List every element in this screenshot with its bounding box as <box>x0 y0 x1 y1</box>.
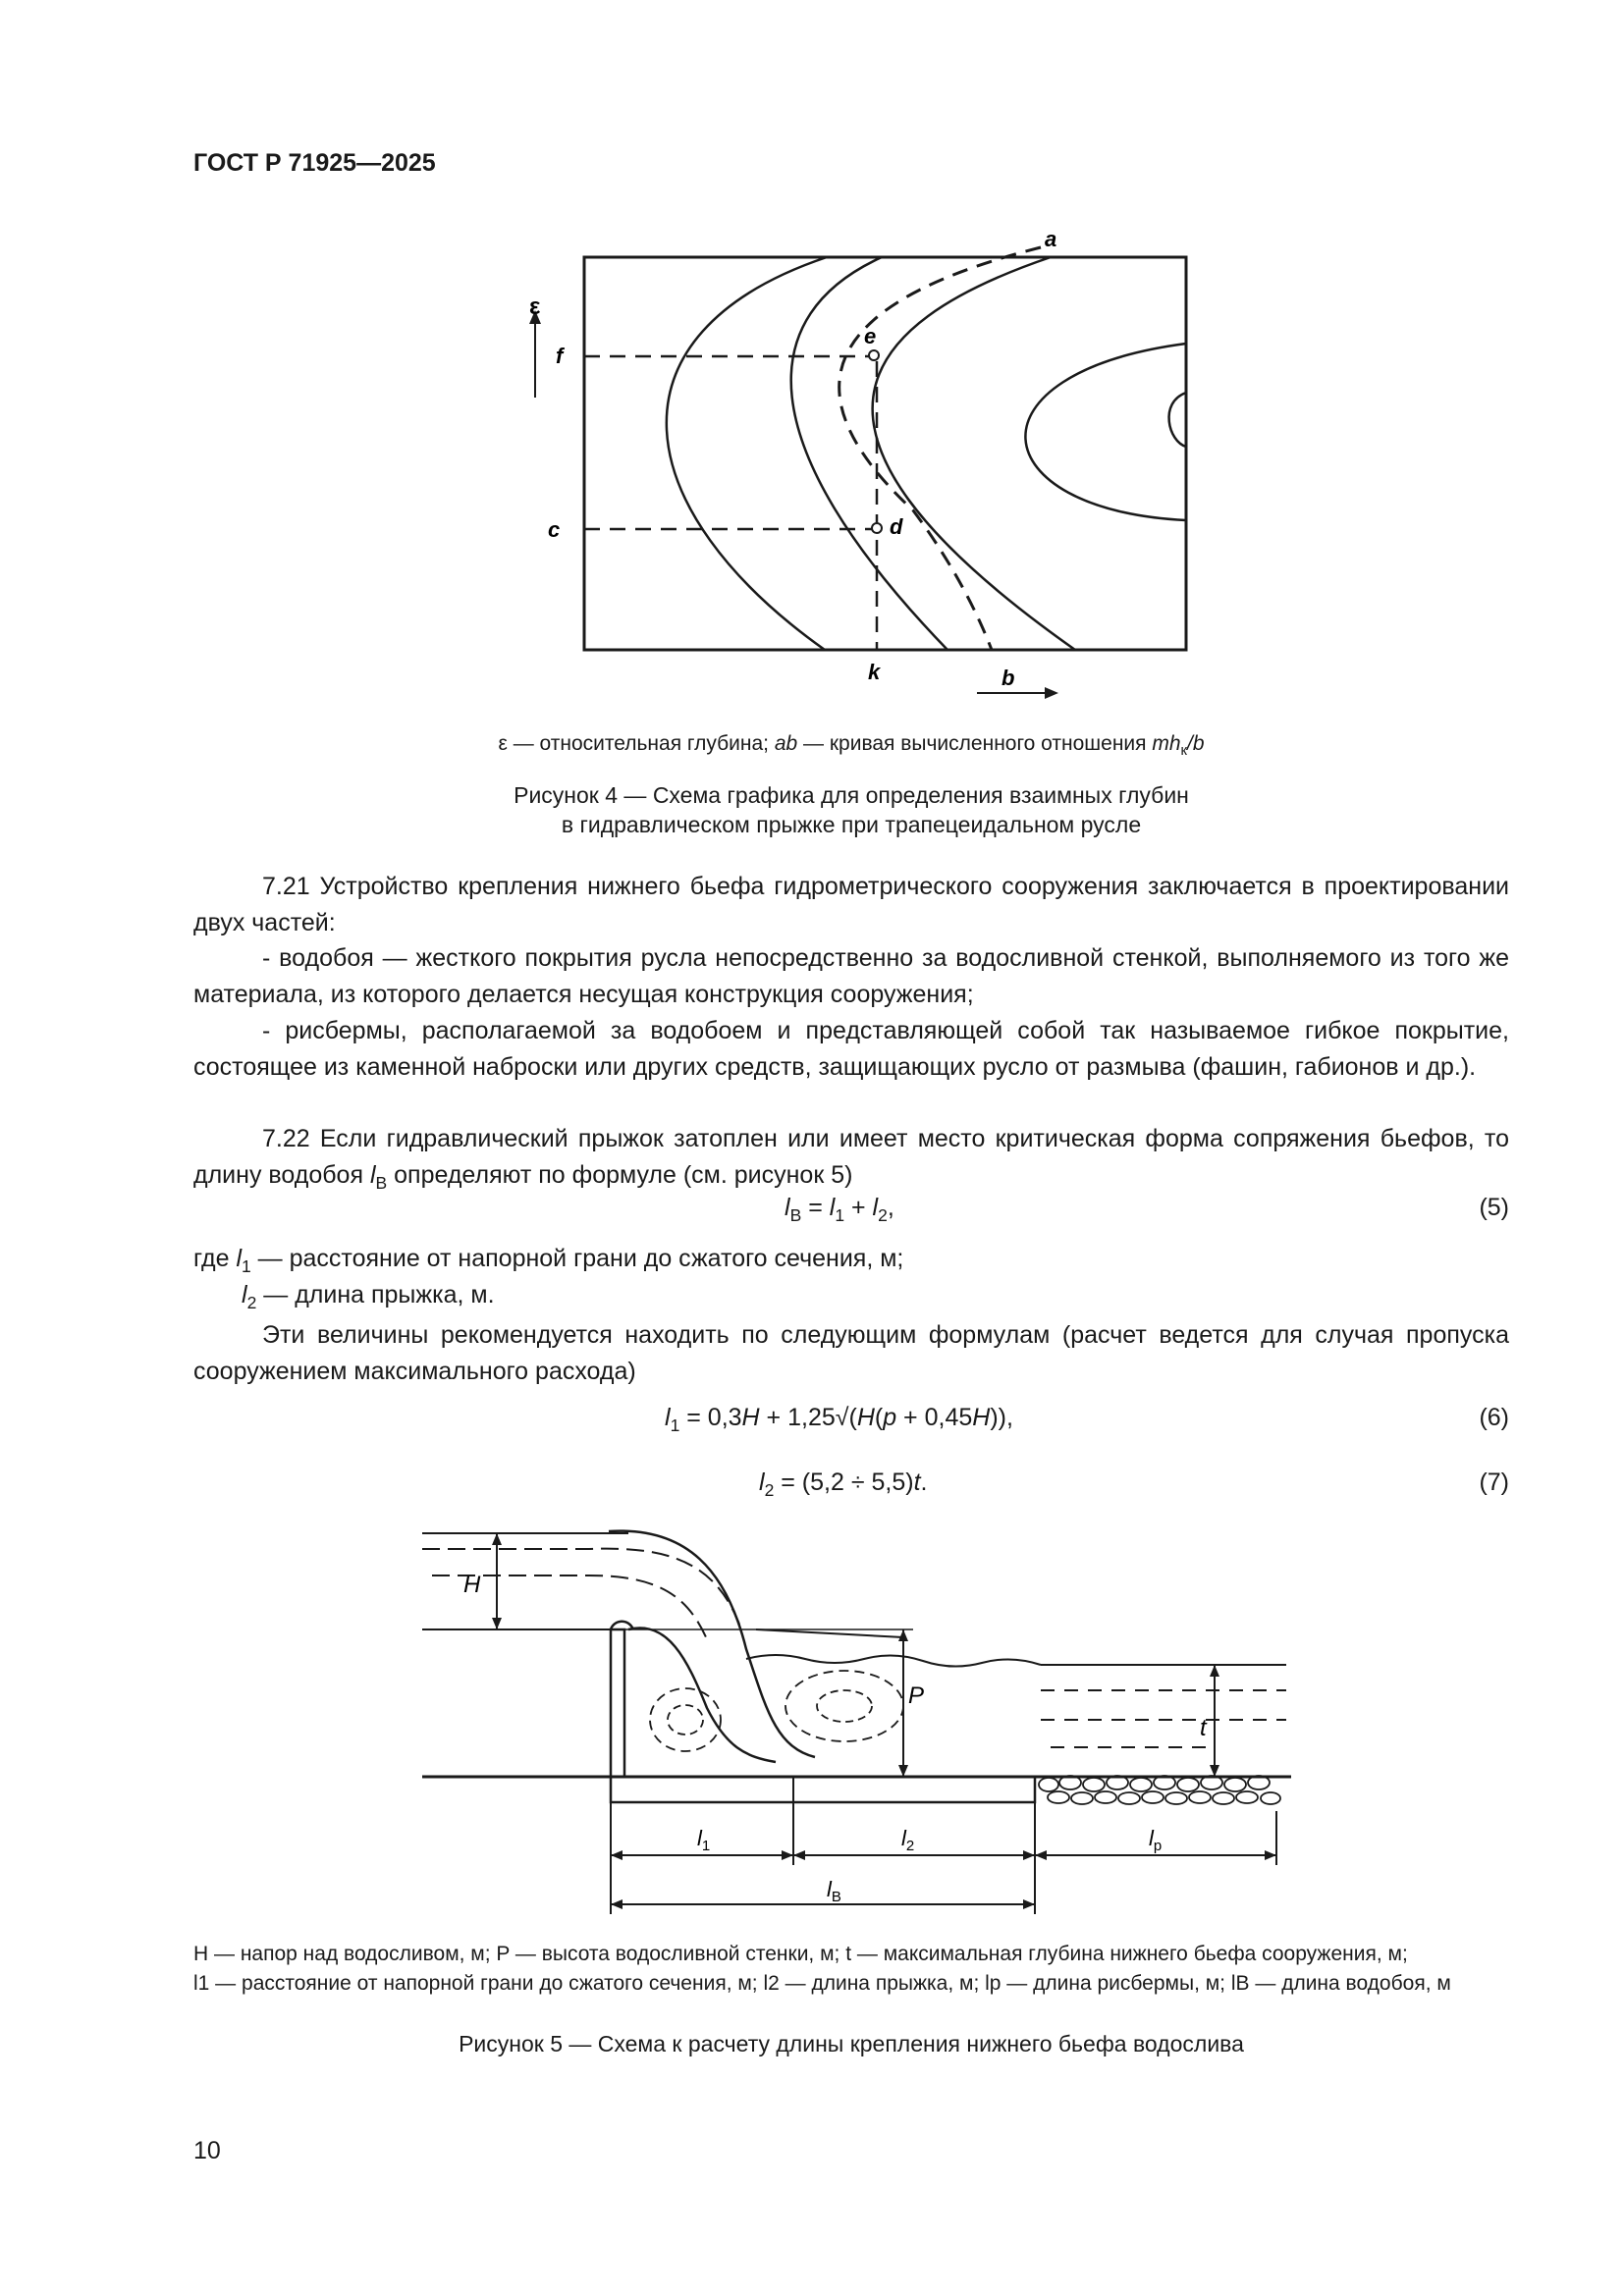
where-l2: $l_2$ — длина прыжка, м. <box>242 1281 495 1312</box>
label-P: P <box>908 1682 925 1709</box>
apron <box>611 1777 1035 1802</box>
bullet-risberma: - рисбермы, располагаемой за водобоем и представляющей собой так называемое гибкое покрытие, состоящее из каменной наброски или других средств, защищающих русло от размыва (фашин, габионов и др.). <box>193 1017 1509 1081</box>
nappe-lower <box>628 1628 776 1762</box>
label-f: f <box>556 344 564 368</box>
curve-5 <box>1169 393 1186 447</box>
paragraph-7-22: 7.22 Если гидравлический прыжок затоплен или имеет место критическая форма сопряжения бьефов, то длину водобоя $l_В$ определяют по формуле (см. рисунок 5) <box>193 1125 1509 1193</box>
curve-1 <box>667 257 827 650</box>
document-header: ГОСТ Р 71925—2025 <box>193 149 436 177</box>
weir-wall <box>611 1629 624 1777</box>
figure-5-legend-line-2: l1 — расстояние от напорной грани до сжатого сечения, м; l2 — длина прыжка, м; lр — длина рисбермы, м; lВ — длина водобоя, м <box>193 1972 1451 1995</box>
curve-3 <box>873 257 1075 650</box>
label-b: b <box>1001 666 1015 690</box>
vortex-2 <box>785 1671 903 1741</box>
page-number: 10 <box>193 2137 221 2164</box>
where-l1: где $l_1$ — расстояние от напорной грани до сжатого сечения, м; <box>193 1245 904 1276</box>
label-c: c <box>548 517 561 542</box>
figure-4-caption-line-2: в гидравлическом прыжке при трапецеидальном русле <box>561 812 1142 837</box>
label-lp: $l_р$ <box>1149 1826 1163 1854</box>
label-k: k <box>868 660 881 684</box>
figure-5-diagram <box>412 1512 1296 1924</box>
label-H: H <box>463 1572 481 1598</box>
figure-5-caption: Рисунок 5 — Схема к расчету длины крепления нижнего бьефа водослива <box>459 2031 1244 2056</box>
curve-4 <box>1025 344 1186 520</box>
nappe-upper <box>609 1531 815 1757</box>
formula-5: $l_В = l_1 + l_2$, (5) <box>785 1194 1509 1225</box>
label-e: e <box>864 324 877 348</box>
label-d: d <box>890 514 903 539</box>
graph-frame <box>584 257 1186 650</box>
figure-4-diagram <box>511 221 1198 712</box>
figure-4-caption-line-1: Рисунок 4 — Схема графика для определения взаимных глубин <box>514 782 1189 808</box>
formula-7: $l_2 = (5,2 \div 5,5)t$. (7) <box>759 1468 1509 1500</box>
jump-surface <box>746 1655 1041 1667</box>
label-lv: $l_В$ <box>827 1877 841 1905</box>
curve-2 <box>791 257 947 650</box>
bullet-vodoboy: - водобоя — жесткого покрытия русла непосредственно за водосливной стенкой, выполняемого из того же материала, из которого делается несущая конструкция сооружения; <box>193 944 1509 1008</box>
figure-4-legend: ε — относительная глубина; ab — кривая вычисленного отношения $mh_к/b$ <box>498 732 1205 760</box>
formula-6: $l_1 = 0,3H + 1,25√(H(p + 0,45H))$, (6) <box>665 1404 1509 1435</box>
paragraph-7-21: 7.21 Устройство крепления нижнего бьефа гидрометрического сооружения заключается в проектировании двух частей: <box>193 873 1509 936</box>
riprap <box>1039 1776 1280 1804</box>
label-t: t <box>1200 1715 1207 1741</box>
label-l2: $l_2$ <box>901 1826 915 1854</box>
vortex-1 <box>650 1688 721 1751</box>
point-e <box>869 350 879 360</box>
figure-5-legend-line-1: H — напор над водосливом, м; P — высота водосливной стенки, м; t — максимальная глубина нижнего бьефа сооружения, м; <box>193 1943 1408 1965</box>
point-d <box>872 523 882 533</box>
paragraph-recommend: Эти величины рекомендуется находить по следующим формулам (расчет ведется для случая пропуска сооружением максимального расхода) <box>193 1321 1509 1385</box>
label-a: a <box>1045 227 1057 251</box>
label-epsilon: ε <box>529 294 541 320</box>
label-l1: $l_1$ <box>697 1826 711 1854</box>
